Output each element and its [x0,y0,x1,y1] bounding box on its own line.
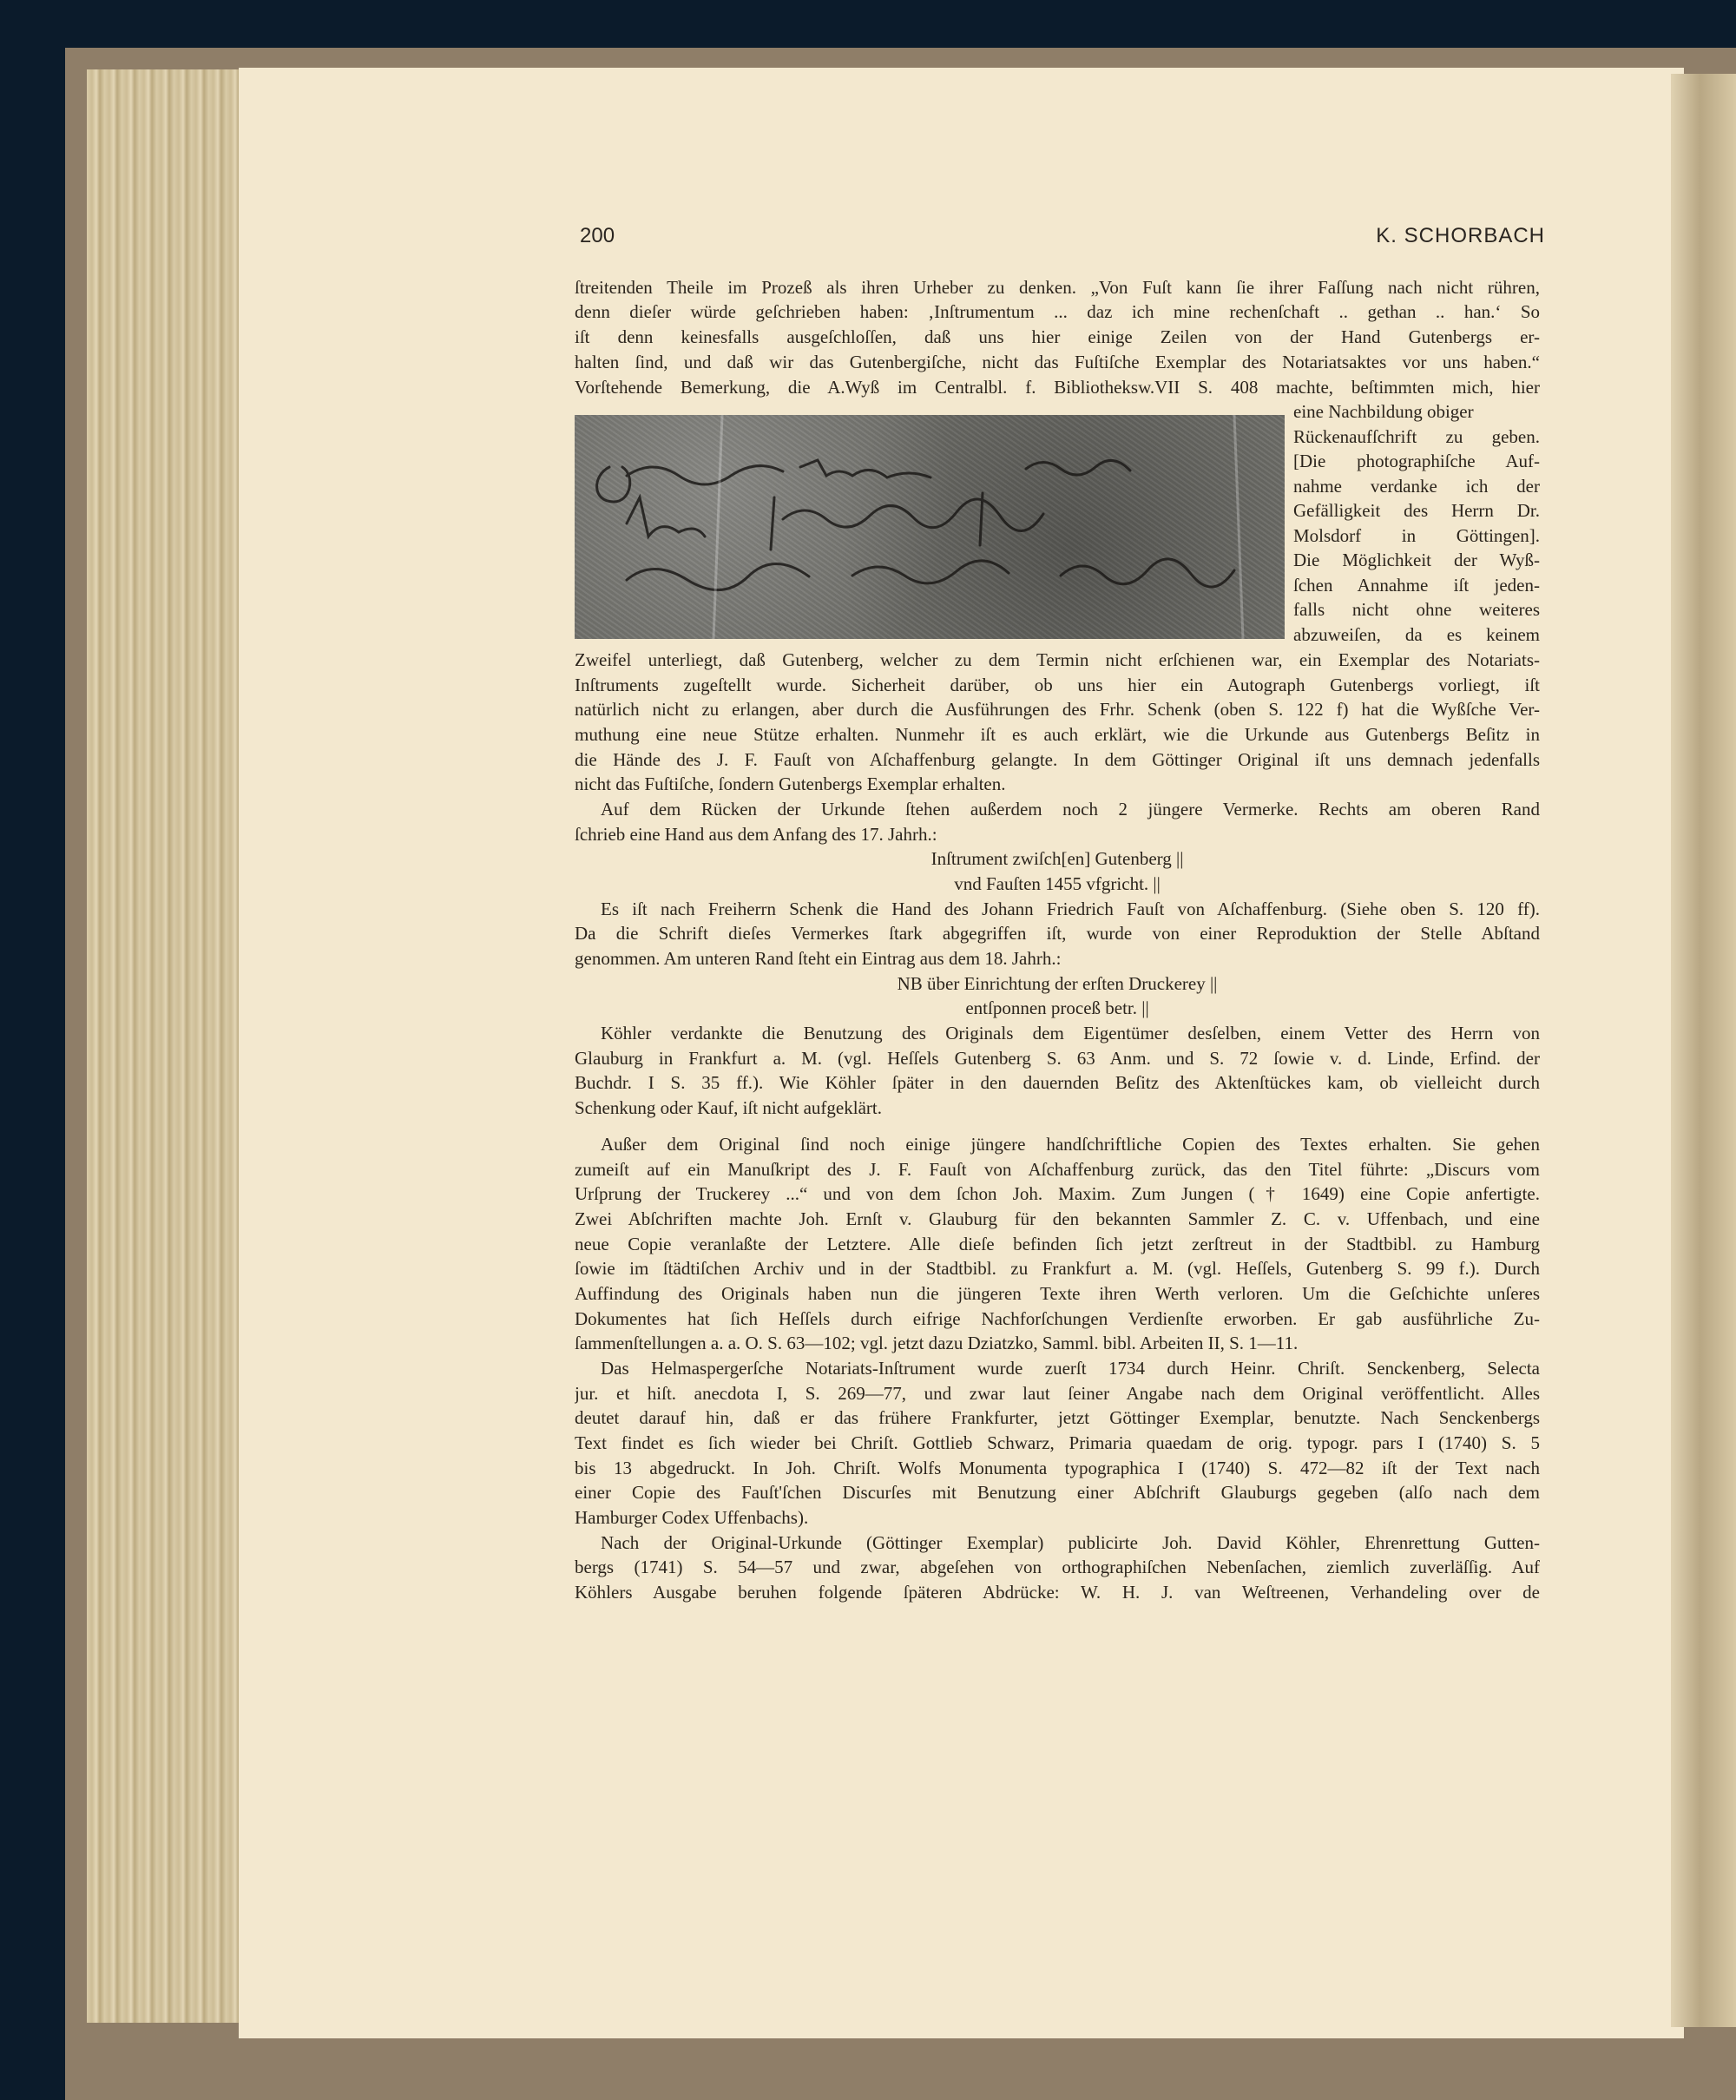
text-line: denn dieſer würde geſchrieben haben: ‚Inſtrumentum ... daz ich mine rechenſchaft .. gethan .. han.‘ So [575,301,1540,322]
text-line: natürlich nicht zu erlangen, aber durch die Ausführungen des Frhr. Schenk (oben S. 122 f) hat die Wyßſche Ver- [575,699,1540,720]
side-text-line: ſchen Annahme iſt jeden- [1293,575,1540,596]
text-line: ſowie im ſtädtiſchen Archiv und in der Stadtbibl. zu Frankfurt a. M. (vgl. Heſſels, Gutenberg S. 99 f.). Durch [575,1258,1540,1279]
text-line: Köhler verdankte die Benutzung des Originals dem Eigentümer desſelben, einem Vetter des Herrn von [601,1023,1540,1043]
text-line: jur. et hiſt. anecdota I, S. 269—77, und zwar laut ſeiner Angabe nach dem Original veröffentlicht. Alles [575,1383,1540,1404]
side-text-line: [Die photographiſche Auf- [1293,451,1540,471]
text-line: halten ſind, und daß wir das Gutenbergiſche, nicht das Fuſtiſche Exemplar des Notariatsaktes vor uns haben.“ [575,352,1540,372]
side-text-line: Molsdorf in Göttingen]. [1293,525,1540,546]
text-line: genommen. Am unteren Rand ſteht ein Eintrag aus dem 18. Jahrh.: [575,948,1062,969]
text-line: Es iſt nach Freiherrn Schenk die Hand des Johann Friedrich Fauſt von Aſchaffenburg. (Siehe oben S. 120 ff). [601,899,1540,919]
facing-page-edge [1671,74,1736,2027]
text-line: Glauburg in Frankfurt a. M. (vgl. Heſſels Gutenberg S. 63 Anm. und S. 72 ſowie v. d. Linde, Erfind. der [575,1048,1540,1069]
side-text-line: eine Nachbildung obiger [1293,401,1474,422]
text-line: Vorſtehende Bemerkung, die A.Wyß im Centralbl. f. Bibliotheksw.VII S. 408 machte, beſtimmten mich, hier [575,377,1540,398]
text-line: Buchdr. I S. 35 ff.). Wie Köhler ſpäter in den dauernden Beſitz des Aktenſtückes kam, ob vielleicht durch [575,1072,1540,1093]
side-text-line: falls nicht ohne weiteres [1293,599,1540,620]
text-line: bis 13 abgedruckt. In Joh. Chriſt. Wolfs Monumenta typographica I (1740) S. 472—82 iſt der Text nach [575,1458,1540,1478]
quoted-line: Inſtrument zwiſch[en] Gutenberg || [930,848,1184,869]
text-line: die Hände des J. F. Fauſt von Aſchaffenburg gelangte. In dem Göttinger Original iſt uns demnach jedenfalls [575,749,1540,770]
quoted-line: vnd Fauſten 1455 vfgricht. || [954,873,1161,894]
side-text-line: nahme verdanke ich der [1293,476,1540,497]
text-line: neue Copie veranlaßte der Letztere. Alle dieſe befinden ſich jetzt zerſtreut in der Stadtbibl. zu Hamburg [575,1234,1540,1254]
text-line: ſammenſtellungen a. a. O. S. 63—102; vgl. jetzt dazu Dziatzko, Samml. bibl. Arbeiten II, S. 1—11. [575,1333,1299,1353]
page-header [580,224,1545,255]
side-text-line: Rückenaufſchrift zu geben. [1293,426,1540,447]
text-line: Außer dem Original ſind noch einige jüngere handſchriftliche Copien des Textes erhalten. Sie gehen [601,1134,1540,1155]
text-line: Nach der Original-Urkunde (Göttinger Exemplar) publicirte Joh. David Köhler, Ehrenrettung Gutten- [601,1532,1540,1553]
text-line: ſchrieb eine Hand aus dem Anfang des 17. Jahrh.: [575,824,937,845]
text-line: nicht das Fuſtiſche, ſondern Gutenbergs Exemplar erhalten. [575,774,1006,794]
text-line: ſtreitenden Theile im Prozeß als ihren Urheber zu denken. „Von Fuſt kann ſie ihrer Faſſung nach nicht rühren, [575,277,1540,298]
page-number: 200 [580,224,615,247]
text-line: deutet darauf hin, daß er das frühere Frankfurter, jetzt Göttinger Exemplar, benutzte. Nach Senckenbergs [575,1407,1540,1428]
text-line: Köhlers Ausgabe beruhen folgende ſpäteren Abdrücke: W. H. J. van Weſtreenen, Verhandeling over de [575,1582,1540,1603]
text-line: muthung eine neue Stütze erhalten. Nunmehr iſt es auch erklärt, wie die Urkunde aus Gutenbergs Beſitz in [575,724,1540,745]
text-line: Da die Schrift dieſes Vermerkes ſtark abgegriffen iſt, wurde von einer Reproduktion der Stelle Abſtand [575,923,1540,944]
text-line: zumeiſt auf ein Manuſkript des J. F. Fauſt von Aſchaffenburg zurück, das den Titel führte: „Discurs vom [575,1159,1540,1180]
side-text-line: Die Möglichkeit der Wyß- [1293,550,1540,570]
text-line: Urſprung der Truckerey ...“ und von dem ſchon Joh. Maxim. Zum Jungen († 1649) eine Copie anfertigte. [575,1183,1540,1204]
text-line: Schenkung oder Kauf, iſt nicht aufgeklärt. [575,1097,882,1118]
manuscript-facsimile-image [575,415,1285,639]
text-line: Dokumentes hat ſich Heſſels durch eifrige Nachforſchungen Verdienſte erworben. Er gab ausführliche Zu- [575,1308,1540,1329]
text-line: Text findet es ſich wieder bei Chriſt. Gottlieb Schwarz, Primaria quaedam de orig. typogr. pars I (1740) S. 5 [575,1432,1540,1453]
quoted-line: NB über Einrichtung der erſten Druckerey || [897,973,1218,994]
text-line: Zweifel unterliegt, daß Gutenberg, welcher zu dem Termin nicht erſchienen war, ein Exemplar des Notariats- [575,649,1540,670]
text-line: bergs (1741) S. 54—57 und zwar, abgeſehen von orthographiſchen Nebenſachen, ziemlich zuverläſſig. Auf [575,1557,1540,1577]
quoted-line: entſponnen proceß betr. || [965,997,1149,1018]
text-line: Hamburger Codex Uffenbachs). [575,1507,809,1528]
text-line: Inſtruments zugeſtellt wurde. Sicherheit darüber, ob uns hier ein Autograph Gutenbergs vorliegt, iſt [575,675,1540,695]
handwriting-strokes [575,415,1285,639]
text-line: Auf dem Rücken der Urkunde ſtehen außerdem noch 2 jüngere Vermerke. Rechts am oberen Rand [601,799,1540,820]
text-line: Auffindung des Originals haben nun die jüngeren Texte ihren Werth verloren. Um die Geſchichte unſeres [575,1283,1540,1304]
text-line: iſt denn keinesfalls ausgeſchloſſen, daß uns hier einige Zeilen von der Hand Gutenbergs er- [575,326,1540,347]
text-line: Das Helmaspergerſche Notariats-Inſtrument wurde zuerſt 1734 durch Heinr. Chriſt. Senckenberg, Selecta [601,1358,1540,1379]
running-head: K. SCHORBACH [1376,224,1545,247]
text-line: Zwei Abſchriften machte Joh. Ernſt v. Glauburg für den bekannten Sammler Z. C. v. Uffenbach, und eine [575,1208,1540,1229]
text-line: einer Copie des Fauſt'ſchen Discurſes mit Benutzung einer Abſchrift Glauburgs gegeben (alſo nach dem [575,1482,1540,1503]
side-text-line: abzuweiſen, da es keinem [1293,624,1540,645]
side-text-line: Gefälligkeit des Herrn Dr. [1293,500,1540,521]
